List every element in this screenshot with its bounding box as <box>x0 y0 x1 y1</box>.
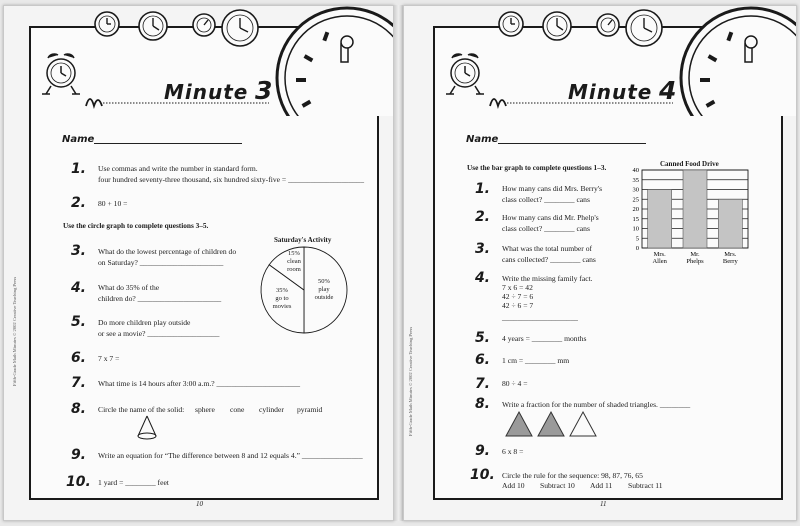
choice-add-10[interactable]: Add 10 <box>502 481 525 490</box>
bar-chart-title: Canned Food Drive <box>660 160 719 168</box>
question-number: 2. <box>474 209 490 225</box>
cone-icon <box>135 414 159 442</box>
choice-sphere[interactable]: sphere <box>195 405 215 414</box>
choice-cylinder[interactable]: cylinder <box>259 405 284 414</box>
question-number: 4. <box>474 270 490 286</box>
pie-slice-label: outside <box>314 294 334 301</box>
question-number: 5. <box>70 314 86 330</box>
question-text: class collect? ________ cans <box>502 195 590 204</box>
question-text: How many cans did Mr. Phelp's <box>502 213 599 222</box>
question-text: 42 ÷ 6 = 7 <box>502 301 534 310</box>
question-text: 7 x 6 = 42 <box>502 283 533 292</box>
question-number: 1. <box>70 161 86 177</box>
title-number: 4 <box>658 76 678 105</box>
question-text: 4 years = ________ months <box>502 334 587 343</box>
motion-lines-icon <box>86 99 102 106</box>
question-text: Circle the name of the solid: <box>98 405 185 414</box>
question-number: 6. <box>70 350 86 366</box>
question-text: class collect? ________ cans <box>502 224 590 233</box>
question-number: 9. <box>474 443 490 459</box>
pie-label-movies <box>266 287 298 311</box>
shaded-triangle-icon <box>538 412 564 436</box>
question-text: or see a movie? ___________________ <box>98 329 220 338</box>
pie-slice-label: 50% <box>318 278 330 285</box>
question-number: 5. <box>474 330 490 346</box>
small-clock-icon <box>95 10 258 46</box>
question-text: What do the lowest percentage of children do <box>98 247 237 256</box>
copyright-text: Fifth-Grade Math Minutes © 2002 Creative Teaching Press <box>12 276 17 386</box>
question-number: 10. <box>66 474 91 490</box>
y-tick-label: 25 <box>632 196 639 204</box>
motion-lines-icon <box>490 99 506 106</box>
y-tick-label: 40 <box>632 167 639 175</box>
question-text: Write the missing family fact. <box>502 274 593 283</box>
question-text: Write a fraction for the number of shaded triangles. ________ <box>502 400 691 409</box>
question-text: 80 ÷ 4 = <box>502 379 528 388</box>
name-field[interactable] <box>498 143 646 144</box>
y-tick-label: 10 <box>632 225 639 233</box>
question-text: 80 + 10 = <box>98 199 128 208</box>
question-text: children do? ______________________ <box>98 294 222 303</box>
shaded-triangle-icon <box>506 412 532 436</box>
question-text: four hundred seventy-three thousand, six hundred sixty-five = ____________________ <box>98 175 365 184</box>
question-text: 42 ÷ 7 = 6 <box>502 292 534 301</box>
pie-slice-label: room <box>287 266 301 273</box>
question-text: What time is 14 hours after 3:00 a.m.? ______________________ <box>98 379 301 388</box>
question-text: 1 cm = ________ mm <box>502 356 570 365</box>
question-number: 9. <box>70 447 86 463</box>
copyright-text: Fifth-Grade Math Minutes © 2002 Creative Teaching Press <box>408 326 413 436</box>
question-text: What do 35% of the <box>98 283 160 292</box>
title-number: 3 <box>254 76 274 105</box>
question-text: on Saturday? ______________________ <box>98 258 224 267</box>
alarm-clock-icon <box>446 54 484 94</box>
title-word: Minute <box>164 80 249 104</box>
pie-chart-title: Saturday's Activity <box>274 236 332 244</box>
small-clock-icon <box>499 10 662 46</box>
page-title <box>568 76 677 105</box>
question-number: 7. <box>70 375 86 391</box>
x-tick-label: Phelps <box>686 258 704 265</box>
unshaded-triangle-icon <box>570 412 596 436</box>
bar <box>683 170 707 248</box>
x-tick-label: Mrs. <box>653 251 666 258</box>
large-clock-icon <box>681 8 797 116</box>
question-text: Do more children play outside <box>98 318 191 327</box>
pie-slice-label: 15% <box>288 250 300 257</box>
y-tick-label: 5 <box>635 235 639 243</box>
question-number: 8. <box>474 396 490 412</box>
large-clock-icon <box>277 8 394 116</box>
question-number: 2. <box>70 195 86 211</box>
bar <box>648 190 672 249</box>
left-page <box>3 5 394 521</box>
y-tick-label: 30 <box>632 186 639 194</box>
x-tick-label: Berry <box>722 258 738 265</box>
alarm-clock-icon <box>42 54 80 94</box>
instruction: Use the bar graph to complete questions 1–3. <box>467 163 607 172</box>
pie-slice-label: 35% <box>276 287 288 294</box>
pie-label-clean-room <box>281 250 307 274</box>
pie-slice-label: play <box>318 286 330 293</box>
page-number: 11 <box>600 500 607 508</box>
choice-subtract-10[interactable]: Subtract 10 <box>540 481 575 490</box>
right-page <box>403 5 797 521</box>
question-text: Circle the rule for the sequence: 98, 87, 76, 65 <box>502 471 643 480</box>
book-gutter <box>394 5 403 521</box>
bar-chart <box>622 166 752 270</box>
choice-subtract-11[interactable]: Subtract 11 <box>628 481 663 490</box>
question-number: 1. <box>474 181 490 197</box>
question-number: 3. <box>70 243 86 259</box>
pie-slice-label: movies <box>272 303 292 310</box>
triangles-figure <box>505 410 605 438</box>
y-tick-label: 20 <box>632 206 639 214</box>
y-tick-label: 15 <box>632 215 639 223</box>
question-text: 6 x 8 = <box>502 447 524 456</box>
question-number: 3. <box>474 241 490 257</box>
question-text: What was the total number of <box>502 244 593 253</box>
question-text: 7 x 7 = <box>98 354 120 363</box>
x-tick-label: Mr. <box>690 251 700 258</box>
choice-pyramid[interactable]: pyramid <box>297 405 323 414</box>
question-number: 10. <box>470 467 495 483</box>
question-text: cans collected? ________ cans <box>502 255 596 264</box>
question-text: Use commas and write the number in standard form. <box>98 164 258 173</box>
question-text: 1 yard = ________ feet <box>98 478 169 487</box>
question-number: 4. <box>70 280 86 296</box>
name-label: Name <box>466 134 499 145</box>
page-title <box>164 76 273 105</box>
pie-slice-label: clean <box>287 258 301 265</box>
choice-add-11[interactable]: Add 11 <box>590 481 613 490</box>
x-tick-label: Allen <box>652 258 667 265</box>
instruction: Use the circle graph to complete questions 3–5. <box>63 221 209 230</box>
question-number: 6. <box>474 352 490 368</box>
answer-line[interactable]: ____________________ <box>502 313 578 322</box>
question-number: 7. <box>474 376 490 392</box>
y-tick-label: 0 <box>635 245 639 253</box>
name-label: Name <box>62 134 95 145</box>
question-number: 8. <box>70 401 86 417</box>
x-tick-label: Mrs. <box>724 251 737 258</box>
question-text: Write an equation for “The difference between 8 and 12 equals 4.” ________________ <box>98 451 363 460</box>
pie-slice-label: go to <box>275 295 289 302</box>
name-field[interactable] <box>94 143 242 144</box>
question-text: How many cans did Mrs. Berry's <box>502 184 603 193</box>
title-word: Minute <box>568 80 653 104</box>
pie-label-play-outside <box>309 278 339 302</box>
choice-cone[interactable]: cone <box>230 405 245 414</box>
y-tick-label: 35 <box>632 176 639 184</box>
bar <box>718 199 742 248</box>
page-number: 10 <box>196 500 203 508</box>
